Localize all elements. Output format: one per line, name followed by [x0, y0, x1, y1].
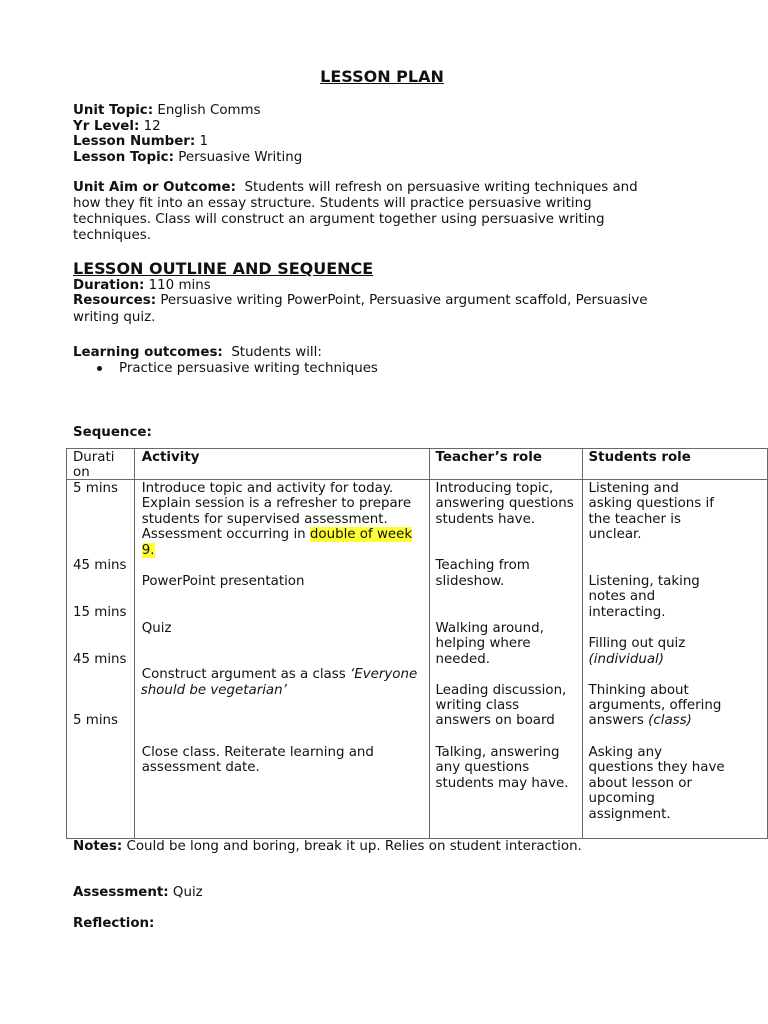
assessment-label: Assessment: — [73, 885, 169, 900]
learning-outcome-bullet: Practice persuasive writing techniques — [119, 361, 378, 376]
header-duration: Durati on — [67, 449, 135, 480]
activity-quiz: Quiz — [141, 621, 172, 636]
unit-aim-line-4: techniques. — [73, 228, 152, 243]
notes-line — [73, 839, 582, 855]
yr-level-label: Yr Level: — [73, 119, 140, 134]
unit-aim-line-2: how they fit into an essay structure. Students will practice persuasive writing — [73, 196, 592, 211]
learning-outcomes-text: Students will: — [231, 345, 322, 360]
activity-powerpoint: PowerPoint presentation — [141, 574, 305, 589]
lesson-topic-value: Persuasive Writing — [178, 150, 303, 165]
assessment-week-line: Assessment occurring in double of week — [141, 527, 413, 542]
resources-text: Persuasive writing PowerPoint, Persuasive argument scaffold, Persuasive — [160, 293, 648, 308]
resources-line-2: writing quiz. — [73, 310, 156, 325]
unit-aim-label: Unit Aim or Outcome: — [73, 180, 236, 195]
teacher-role-cell: Introducing topic, answering questions students have. Teaching from slideshow. Walking around, helping where needed. Leading discussion, writing class answers on board Talking, answering any questions students may have. — [429, 480, 582, 839]
duration-5: 5 mins — [73, 713, 119, 728]
sequence-label: Sequence: — [73, 425, 152, 440]
outline-heading: LESSON OUTLINE AND SEQUENCE — [73, 259, 374, 278]
lesson-topic-label: Lesson Topic: — [73, 150, 174, 165]
unit-aim-line-3: techniques. Class will construct an argument together using persuasive writing — [73, 212, 605, 227]
notes-label: Notes: — [73, 839, 123, 854]
unit-topic-label: Unit Topic: — [73, 103, 154, 118]
page-title: LESSON PLAN — [320, 67, 444, 86]
table-header-row — [67, 449, 768, 480]
students-role-cell: Listening and asking questions if the teacher is unclear. Listening, taking notes and interacting. Filling out quiz (individual) Thinking about arguments, offering answers (class) Asking any questions they have about lesson or upcoming assignment. — [582, 480, 767, 839]
yr-level-value: 12 — [143, 119, 161, 134]
activity-close: Close class. Reiterate learning and — [141, 745, 374, 760]
lesson-number-value: 1 — [199, 134, 209, 149]
duration-value: 110 mins — [148, 278, 211, 293]
unit-aim-text: Students will refresh on persuasive writing techniques and — [244, 180, 638, 195]
header-activity: Activity — [134, 449, 429, 480]
resources-label: Resources: — [73, 293, 157, 308]
header-students-role: Students role — [582, 449, 767, 480]
assessment-line — [73, 885, 203, 901]
table-row — [67, 480, 768, 839]
duration-label: Duration: — [73, 278, 145, 293]
reflection-line — [73, 916, 154, 932]
unit-topic-value: English Comms — [157, 103, 261, 118]
duration-3: 15 mins — [73, 605, 127, 620]
duration-2: 45 mins — [73, 558, 127, 573]
lesson-number-label: Lesson Number: — [73, 134, 196, 149]
activity-construct: Construct argument as a class ‘Everyone — [141, 667, 418, 682]
duration-4: 45 mins — [73, 652, 127, 667]
notes-value: Could be long and boring, break it up. Relies on student interaction. — [126, 839, 582, 854]
duration-cell — [67, 480, 135, 839]
duration-1: 5 mins — [73, 481, 119, 496]
highlighted-week: double of week — [309, 527, 413, 542]
learning-outcomes-label: Learning outcomes: — [73, 345, 223, 360]
highlighted-week-number: 9. — [141, 543, 155, 558]
header-teacher-role: Teacher’s role — [429, 449, 582, 480]
assessment-value: Quiz — [172, 885, 203, 900]
activity-cell: Introduce topic and activity for today. Explain session is a refresher to prepare students for supervised assessment. Assessment occurring in double of week 9. PowerPoint presentation Quiz Construct argument as a class ‘Everyone should be vegetarian’ Close class. Reiterate learning and assessment date. — [134, 480, 429, 839]
sequence-table — [66, 448, 768, 839]
reflection-label: Reflection: — [73, 916, 155, 931]
